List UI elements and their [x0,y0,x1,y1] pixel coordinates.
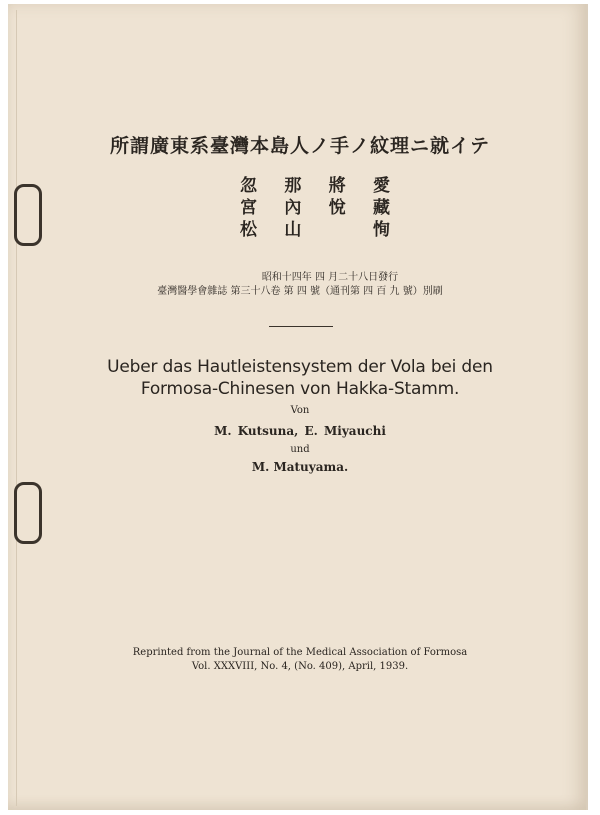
author-char [329,219,346,241]
author-char: 內 [284,198,302,218]
japanese-author-row [240,175,390,197]
author-char: 將 [328,176,346,196]
publication-date-jp: 昭和十四年 四 月二十八日發行 [261,272,399,283]
german-author-last: M. Matuyama. [251,460,349,474]
author-char: 藏 [372,198,390,218]
german-authors: M. Kutsuna, E. Miyauchi [214,424,386,438]
german-title-line-1: Ueber das Hautleistensystem der Vola bei den [107,357,493,377]
author-char: 山 [284,220,302,240]
japanese-authors [240,175,390,241]
german-title-line-2: Formosa-Chinesen von Hakka-Stamm. [140,379,460,399]
author-char: 松 [240,220,257,240]
author-char: 那 [284,176,302,196]
journal-reference-jp: 臺灣醫學會雜誌 第三十八卷 第 四 號（通刊第 四 百 九 號）別刷 [157,286,443,297]
japanese-author-row [240,219,390,241]
reprint-note-line-1: Reprinted from the Journal of the Medical Association of Formosa [132,647,468,658]
japanese-author-row [240,197,390,219]
von-label: Von [290,405,310,416]
reprint-note-line-2: Vol. XXXVIII, No. 4, (No. 409), April, 1939. [191,661,409,672]
author-char: 悅 [328,198,346,218]
divider-rule [269,326,333,327]
und-label: und [290,444,310,455]
author-char: 宮 [240,198,257,218]
japanese-title: 所謂廣東系臺灣本島人ノ手ノ紋理ニ就イテ [109,135,490,157]
author-char: 恂 [372,220,390,240]
binding-staple-bottom [14,482,42,544]
german-title [0,356,600,400]
author-char: 愛 [372,176,390,196]
binding-staple-top [14,184,42,246]
author-char: 忽 [240,176,257,196]
